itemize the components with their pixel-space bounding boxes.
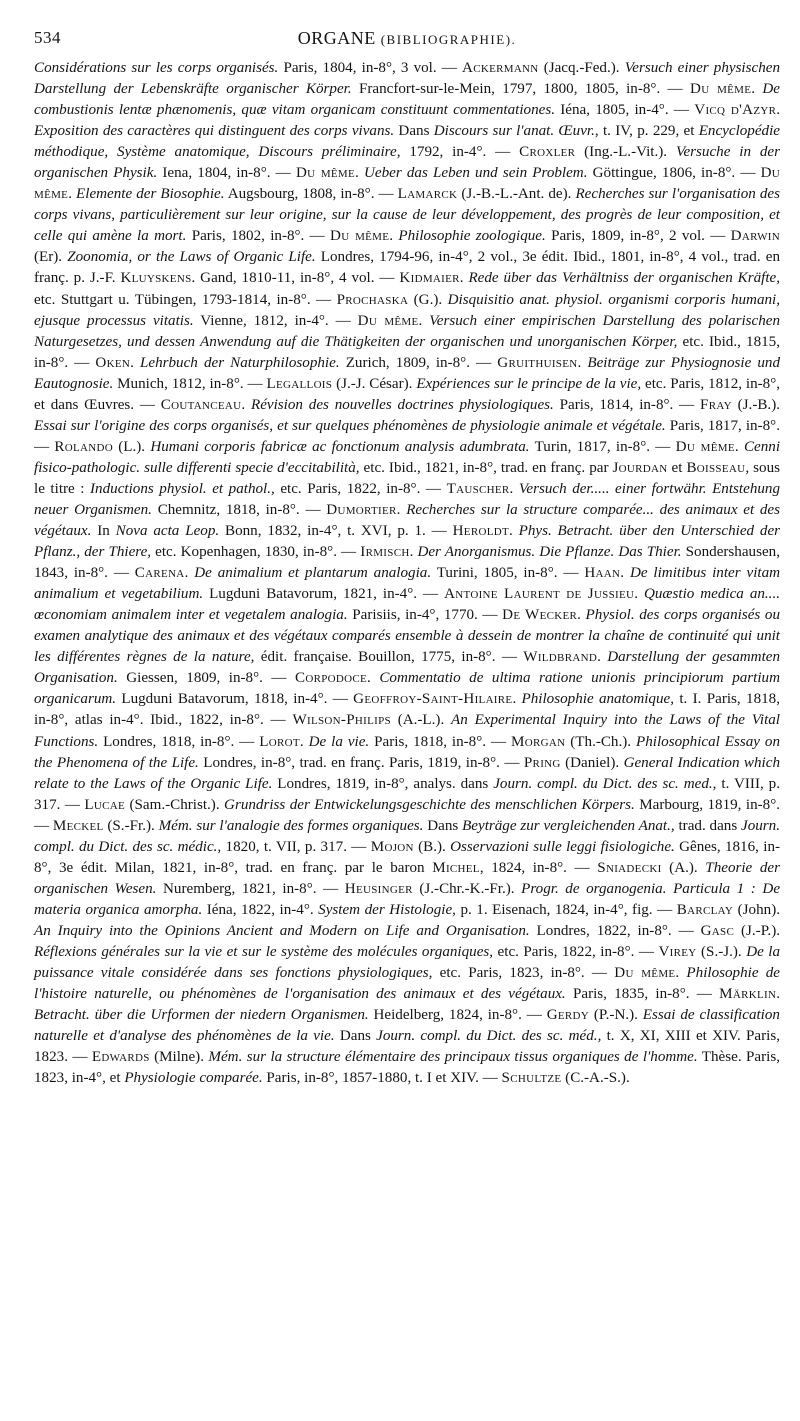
author-name: Irmisch [360, 544, 410, 561]
citation-text: etc. Stuttgart u. Tübingen, 1793-1814, in-8°. — [34, 291, 337, 308]
author-name: Meckel [52, 817, 104, 834]
citation-text: Paris, 1817, in-8°. — [34, 417, 780, 455]
citation-text: Paris, 1814, in-8°. — [553, 396, 701, 413]
citation-text: Chemnitz, 1818, in-8°. — [151, 501, 327, 518]
author-name: Du même [357, 312, 419, 329]
work-title: Rede über das Verhältniss der organischen Kräfte, [468, 270, 781, 287]
citation-text: Marbourg, 1819, in-8°. — [34, 796, 781, 834]
author-name: Du même [614, 965, 676, 982]
citation-text: (J.-Chr.-K.-Fr.). [412, 880, 522, 897]
work-title: Progr. de organogenia. Particula 1 : De materia organica amorpha. [34, 880, 781, 918]
work-title: Grundriss der Entwickelungsgeschichte des menschlichen Körpers. [224, 796, 635, 813]
citation-text: Dans [423, 817, 463, 834]
citation-text: Dans [334, 1028, 377, 1045]
citation-text: etc. Paris, 1812, in-8°, et dans Œuvres. — [34, 375, 781, 413]
citation-text: (J.-B.-L.-Ant. de). [457, 186, 576, 203]
author-name: De Wecker [502, 607, 578, 624]
work-title: Elemente der Biosophie. [76, 186, 225, 203]
citation-text: Londres, 1794-96, in-4°, 2 vol., 3e édit. Ibid., 1801, in-8°, 4 vol., trad. en franç. p. J.-F. [34, 249, 780, 287]
citation-text: Iéna, 1805, in-4°. — [554, 102, 695, 119]
citation-text: (Daniel). [560, 754, 624, 771]
citation-text: Heidelberg, 1824, in-8°. — [368, 1007, 547, 1024]
work-title: Discours sur l'anat. Œuvr. [433, 123, 595, 140]
citation-text: . [184, 565, 195, 582]
citation-text: (J.-J. César). [332, 375, 417, 392]
author-name: Legallois [266, 375, 333, 392]
citation-text: . [509, 480, 519, 497]
citation-text: Paris, 1818, in-8°. — [369, 733, 511, 750]
citation-text: . [418, 312, 430, 329]
author-name: Boisseau [686, 459, 746, 476]
author-name: Lucae [84, 796, 126, 813]
author-name: Lorot [259, 733, 300, 750]
citation-text: Thèse. Paris, 1823, in-4°, et [34, 1049, 780, 1087]
citation-text: t. VIII, p. 317. — [34, 775, 780, 813]
citation-text: . [355, 165, 364, 182]
work-title: De animalium et plantarum analogia. [194, 565, 432, 582]
author-name: Virey [658, 943, 697, 960]
citation-text: Turini, 1805, in-8°. — [431, 565, 585, 582]
citation-text: Bonn, 1832, in-4°, t. XVI, p. 1. — [219, 523, 453, 540]
author-name: Gerdy [546, 1007, 590, 1024]
citation-text: (Sam.-Christ.). [125, 796, 225, 813]
work-title: Essai de classification naturelle et d'analyse des phénomènes de la vie. [34, 1007, 780, 1045]
author-name: Kluyskens [120, 270, 192, 287]
work-title: Philosophie zoologique. [398, 228, 546, 245]
citation-text: . [577, 354, 588, 371]
work-title: Mém. sur l'analogie des formes organiques. [158, 817, 424, 834]
citation-text: Londres, 1818, in-8°. — [98, 733, 260, 750]
author-name: Lamarck [397, 186, 458, 203]
work-title: Zoonomia, or the Laws of Organic Life. [67, 249, 316, 266]
citation-text: (L.). [112, 438, 151, 455]
citation-text: (Ing.-L.-Vit.). [575, 144, 676, 161]
work-title: An Inquiry into the Opinions Ancient and Modern on Life and Organisation. [34, 922, 530, 939]
work-title: De limitibus inter vitam animalium et vegetabilium. [34, 565, 781, 603]
author-name: Tauscher [446, 480, 510, 497]
work-title: Journ. compl. du Dict. des sc. méd., [376, 1028, 602, 1045]
work-title: General Indication which relate to the Laws of the Organic Life. [34, 754, 780, 792]
citation-text: . [776, 986, 780, 1003]
author-name: Jourdan [612, 459, 668, 476]
author-name: Croxler [519, 144, 576, 161]
work-title: Quæstio medica an.... œconomiam animalem inter et vegetalem analogia. [34, 586, 781, 624]
citation-text: Zurich, 1809, in-8°. — [339, 354, 498, 371]
citation-text: , t. IV, p. 229, et [594, 123, 699, 140]
work-title: Darstellung der gesammten Organisation. [34, 649, 781, 687]
citation-text: . [577, 607, 586, 624]
author-name: Antoine Laurent de Jussieu [444, 586, 635, 603]
work-title: Versuch einer empirischen Darstellung des polarischen Naturgesetzes, und dessen Anwendung auf die Thätigkeiten der organischen und unorganischen Körper, [34, 312, 781, 350]
work-title: Physiol. des corps organisés ou examen analytique des animaux et des végétaux comparés ensemble à dessein de montrer la chaîne de continuité qui unit les différentes règnes de la nature, [34, 607, 780, 666]
work-title: Réflexions générales sur la vie et sur le système des molécules organiques, [34, 943, 494, 960]
citation-text: (S.-J.). [696, 943, 747, 960]
citation-text: (G.). [408, 291, 448, 308]
citation-text: . [634, 586, 644, 603]
author-name: Dumortier [326, 501, 397, 518]
work-title: Essai sur l'origine des corps organisés, et sur quelques phénomènes de physiologie animale et végétale. [34, 417, 666, 434]
citation-text: . Gand, 1810-11, in-8°, 4 vol. — [191, 270, 400, 287]
page-number: 534 [34, 28, 61, 47]
work-title: Der Anorganismus. Die Pflanze. Das Thier. [417, 544, 682, 561]
author-name: Gruithuisen [497, 354, 578, 371]
citation-text: . [597, 649, 608, 666]
work-title: Versuch einer physischen Darstellung der Lebenskräfte organischer Körper. [34, 60, 780, 98]
bibliography-paragraph [34, 58, 780, 1089]
citation-text: , sous le titre : [34, 459, 780, 497]
citation-text: . [512, 691, 522, 708]
work-title: Philosophie anatomique, [521, 691, 675, 708]
citation-text: . [396, 501, 407, 518]
author-name: Prochaska [336, 291, 409, 308]
citation-text: etc. Paris, 1823, in-8°. — [432, 965, 615, 982]
work-title: Theorie der organischen Wesen. [34, 859, 780, 897]
author-name: Morgan [511, 733, 566, 750]
running-head [34, 22, 780, 58]
author-name: Rolando [54, 438, 113, 455]
work-title: Versuch der..... einer fortwähr. Entstehung neuer Organismen. [34, 480, 781, 518]
author-name: Du même [295, 165, 356, 182]
citation-text: 1792, in-4°. — [400, 144, 520, 161]
citation-text: Vienne, 1812, in-4°. — [193, 312, 358, 329]
citation-text: Londres, 1822, in-8°. — [529, 922, 701, 939]
citation-text: . [389, 228, 399, 245]
citation-text: Göttingue, 1806, in-8°. — [587, 165, 761, 182]
work-title: Versuche in der organischen Physik. [34, 144, 781, 182]
author-name: Du même [330, 228, 390, 245]
citation-text: trad. dans [674, 817, 742, 834]
citation-text: Gênes, 1816, in-8°, 3e édit. Milan, 1821, in-8°, trad. en franç. par le baron [34, 838, 781, 876]
work-title: Lehrbuch der Naturphilosophie. [140, 354, 340, 371]
citation-text: t. X, XI, XIII et XIV. Paris, 1823. — [34, 1028, 780, 1066]
author-name: Ackermann [462, 60, 539, 76]
citation-text: . [675, 965, 687, 982]
author-name: Michel [432, 859, 480, 876]
author-name: Sniadecki [597, 859, 662, 876]
work-title: Betracht. über die Urformen der niedern Organismen. [34, 1007, 369, 1024]
author-name: Carena [134, 565, 185, 582]
citation-text: Paris, 1835, in-8°. — [565, 986, 720, 1003]
work-title: Physiologie comparée. [124, 1070, 263, 1087]
citation-text: Augsbourg, 1808, in-8°. — [224, 186, 398, 203]
citation-text: etc. Ibid., 1815, in-8°. — [34, 333, 780, 371]
author-name: Vicq d'Azyr [694, 102, 777, 119]
citation-text: . [130, 354, 140, 371]
author-name: Du même [690, 81, 752, 98]
work-title: Beyträge zur vergleichenden Anat., [462, 817, 675, 834]
citation-text: Londres, in-8°, trad. en franç. Paris, 1819, in-8°. — [198, 754, 524, 771]
author-name: Schultze [501, 1070, 562, 1087]
citation-text: Giessen, 1809, in-8°. — [117, 670, 295, 687]
work-title: System der Histologie, [318, 901, 456, 918]
work-title: De la puissance vitale considérée dans ses fonctions physiologiques, [34, 943, 781, 982]
work-title: Journ. compl. du Dict. des sc. médic., [34, 817, 781, 855]
citation-text: (Th.-Ch.). [565, 733, 636, 750]
citation-text: (John). [733, 901, 780, 918]
work-title: Nova acta Leop. [115, 523, 220, 540]
work-title: Expériences sur le principe de la vie, [416, 375, 642, 392]
author-name: Coutanceau [160, 396, 242, 413]
citation-text: Turin, 1817, in-8°. — [529, 438, 676, 455]
citation-text: (A.). [661, 859, 706, 876]
citation-text: etc. Kopenhagen, 1830, in-8°. — [151, 544, 361, 561]
citation-text: . [734, 438, 744, 455]
work-title: Disquisitio anat. physiol. organismi corporis humani, ejusque processus vitatis. [34, 291, 781, 329]
author-name: Du même [34, 165, 781, 203]
citation-text: . [508, 523, 519, 540]
work-title: Humani corporis fabricæ ac fonctionum analysis adumbrata. [150, 438, 530, 455]
author-name: Wildbrand [523, 649, 598, 666]
work-title: Osservazioni sulle leggi fisiologiche. [450, 838, 675, 855]
citation-text: 1820, t. VII, p. 317. — [221, 838, 371, 855]
citation-text: (Milne). [149, 1049, 209, 1066]
author-name: Wilson-Philips [292, 712, 391, 729]
citation-text: Londres, 1819, in-8°, analys. dans [272, 775, 494, 792]
citation-text: (C.-A.-S.). [561, 1070, 630, 1087]
author-name: Kidmaier [399, 270, 460, 287]
citation-text: Parisiis, in-4°, 1770. — [347, 607, 503, 624]
work-title: Recherches sur la structure comparée... des animaux et des végétaux. [34, 501, 781, 540]
work-title: Révision des nouvelles doctrines physiologiques. [251, 396, 554, 413]
citation-text: Paris, 1804, in-8°, 3 vol. — [278, 60, 462, 76]
author-name: Fray [700, 396, 732, 413]
work-title: Commentatio de ultima ratione unionis principiorum partium organicarum. [34, 670, 781, 708]
citation-text: (Jacq.-Fed.). [538, 60, 625, 76]
citation-text: etc. Ibid., 1821, in-8°, trad. en franç. par [359, 459, 613, 476]
citation-text: . [751, 81, 763, 98]
author-name: Heusinger [344, 880, 413, 897]
work-title: Philosophical Essay on the Phenomena of the Life. [34, 733, 781, 771]
citation-text: etc. Paris, 1822, in-8°. — [274, 480, 447, 497]
citation-text: . [367, 670, 380, 687]
author-name: Darwin [730, 228, 780, 245]
citation-text: Lugduni Batavorum, 1821, in-4°. — [203, 586, 445, 603]
author-name: Gasc [700, 922, 735, 939]
citation-text: etc. Paris, 1822, in-8°. — [493, 943, 659, 960]
author-name: Mojon [370, 838, 414, 855]
citation-text: . [459, 270, 469, 287]
author-name: Oken [95, 354, 131, 371]
work-title: Ueber das Leben und sein Problem. [363, 165, 588, 182]
author-name: Haan [584, 565, 621, 582]
author-name: Heroldt [452, 523, 509, 540]
work-title: De la vie. [308, 733, 370, 750]
citation-text: (J.-P.). [734, 922, 780, 939]
citation-text: , 1824, in-8°. — [479, 859, 598, 876]
work-title: Philosophie de l'histoire naturelle, ou phénomènes de l'organisation des animaux et des végétaux. [34, 965, 780, 1003]
citation-text: p. 1. Eisenach, 1824, in-4°, fig. — [455, 901, 677, 918]
work-title: Exposition des caractères qui distinguent des corps vivans. [34, 123, 395, 140]
citation-text: . [776, 102, 781, 119]
citation-text: Sondershausen, 1843, in-8°. — [34, 544, 780, 582]
work-title: Inductions physiol. et pathol., [90, 480, 275, 497]
citation-text: . [620, 565, 630, 582]
work-title: Journ. compl. du Dict. des sc. med., [493, 775, 717, 792]
citation-text: (P.-N.). [589, 1007, 643, 1024]
citation-text: Lugduni Batavorum, 1818, in-4°. — [116, 691, 354, 708]
citation-text: édit. française. Bouillon, 1775, in-8°. — [254, 649, 524, 666]
author-name: Pring [523, 754, 561, 771]
citation-text: Paris, 1802, in-8°. — [186, 228, 331, 245]
work-title: Cenni fisico-pathologic. sulle differenti specie d'eccitabilità, [34, 438, 781, 476]
citation-text: Dans [394, 123, 434, 140]
section-title: ORGANE [297, 28, 376, 48]
citation-text: (S.-Fr.). [103, 817, 159, 834]
citation-text: Francfort-sur-le-Mein, 1797, 1800, 1805, in-8°. — [351, 81, 690, 98]
work-title: Recherches sur l'organisation des corps vivans, particulièrement sur leur origine, sur la cause de leur développement, des progrès de leur composition, et celle qui amène la mort. [34, 186, 781, 245]
citation-text: (B.). [413, 838, 451, 855]
citation-text: . [409, 544, 418, 561]
citation-text: Paris, in-8°, 1857-1880, t. I et XIV. — [262, 1070, 502, 1087]
author-name: Barclay [676, 901, 734, 918]
work-title: An Experimental Inquiry into the Laws of the Vital Functions. [34, 712, 781, 750]
work-title: De combustionis lentæ phænomenis, quæ vitam organicam constituunt commentationes. [34, 81, 780, 119]
work-title: Considérations sur les corps organisés. [34, 60, 279, 76]
citation-text: . [241, 396, 251, 413]
citation-text: (Er). [34, 249, 68, 266]
section-subtitle: (BIBLIOGRAPHIE). [380, 32, 517, 47]
citation-text: Iéna, 1822, in-4°. [202, 901, 319, 918]
citation-text: In [91, 523, 116, 540]
work-title: Encyclopédie méthodique, Système anatomique, Discours préliminaire, [34, 123, 780, 161]
citation-text: Iena, 1804, in-8°. — [157, 165, 296, 182]
work-title: Phys. Betracht. über den Unterschied der Pflanz., der Thiere, [34, 523, 781, 561]
citation-text: Munich, 1812, in-8°. — [113, 375, 267, 392]
citation-text: . [299, 733, 309, 750]
author-name: Märklin [719, 986, 777, 1003]
citation-text: Paris, 1809, in-8°, 2 vol. — [545, 228, 731, 245]
work-title: Beiträge zur Physiognosie und Eautognosie. [34, 354, 781, 392]
citation-text: Nuremberg, 1821, in-8°. — [156, 880, 345, 897]
author-name: Du même [675, 438, 735, 455]
citation-text: et [667, 459, 687, 476]
citation-text: (J.-B.). [731, 396, 780, 413]
citation-text: t. I. Paris, 1818, in-8°, atlas in-4°. Ibid., 1822, in-8°. — [34, 691, 780, 729]
author-name: Edwards [91, 1049, 150, 1066]
author-name: Geoffroy-Saint-Hilaire [353, 691, 513, 708]
author-name: Corpodoce [294, 670, 368, 687]
citation-text: (A.-L.). [390, 712, 452, 729]
work-title: Mém. sur la structure élémentaire des principaux tissus organiques de l'homme. [208, 1049, 698, 1066]
citation-text: . [68, 186, 77, 203]
bibliography-text [34, 58, 780, 1089]
running-title [34, 28, 780, 49]
